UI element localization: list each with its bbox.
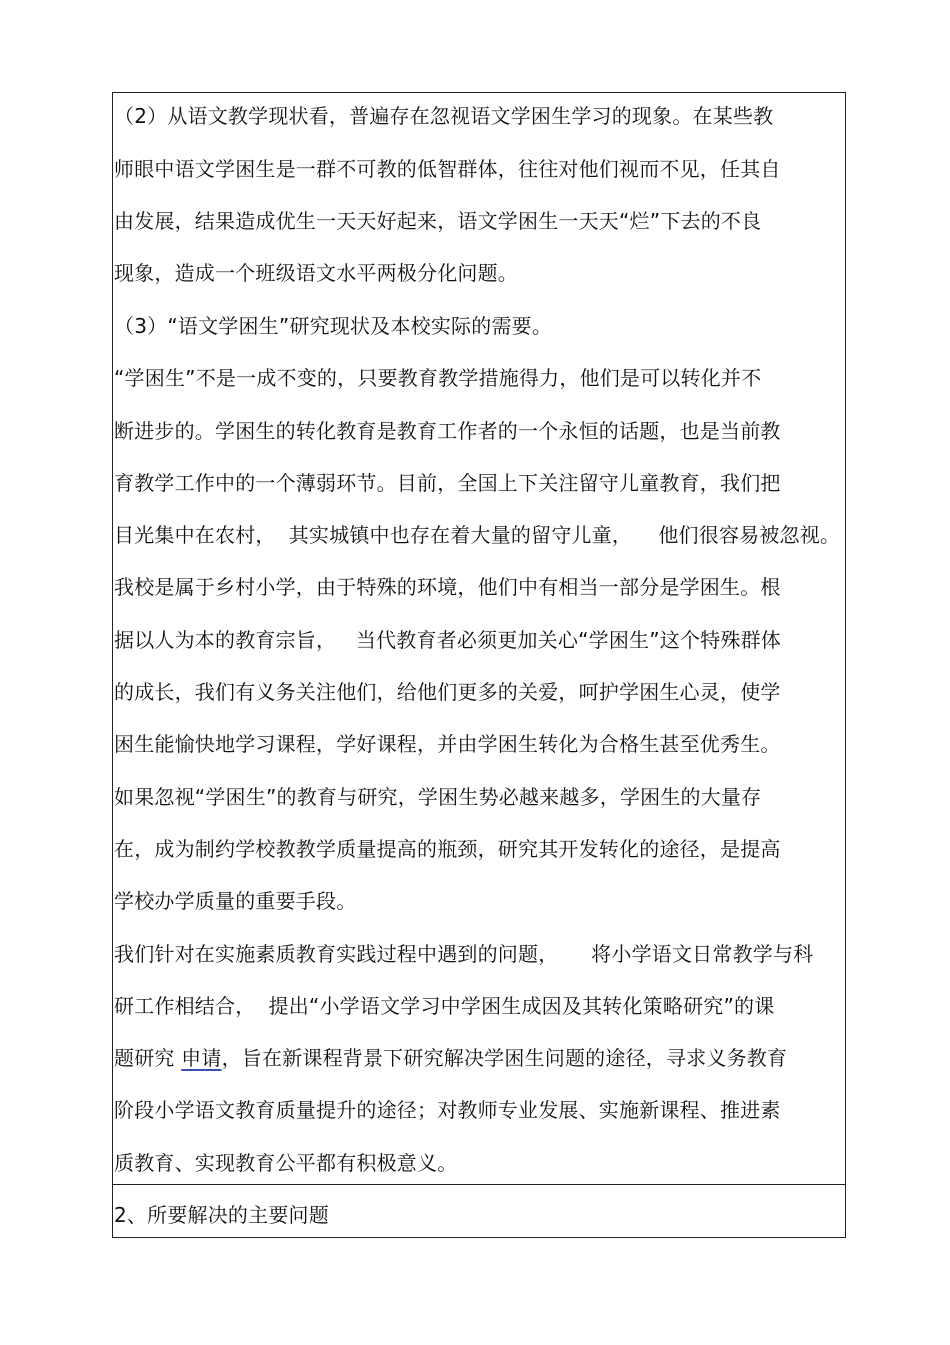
row-divider	[112, 1184, 846, 1185]
paragraph-line: 我校是属于乡村小学，由于特殊的环境，他们中有相当一部分是学困生。根	[114, 575, 781, 599]
paragraph-line: 断进步的。学困生的转化教育是教育工作者的一个永恒的话题，也是当前教	[114, 419, 781, 443]
paragraph-line: 师眼中语文学困生是一群不可教的低智群体，往往对他们视而不见，任其自	[114, 157, 781, 181]
line-suffix: ，旨在新课程背景下研究解决学困生问题的途径，寻求义务教育	[221, 1046, 788, 1070]
paragraph-line: 的成长，我们有义务关注他们，给他们更多的关爱，呵护学困生心灵，使学	[114, 680, 781, 704]
section-heading: 2、所要解决的主要问题	[114, 1203, 329, 1227]
paragraph-line: 现象，造成一个班级语文水平两极分化问题。	[114, 261, 518, 285]
paragraph-line: 据以人为本的教育宗旨， 当代教育者必须更加关心“学困生”这个特殊群体	[114, 628, 781, 652]
paragraph-line: 育教学工作中的一个薄弱环节。目前，全国上下关注留守儿童教育，我们把	[114, 471, 781, 495]
paragraph-line: 阶段小学语文教育质量提升的途径；对教师专业发展、实施新课程、推进素	[114, 1098, 781, 1122]
paragraph-line: （3）“语文学困生”研究现状及本校实际的需要。	[114, 314, 553, 338]
paragraph-line: （2）从语文教学现状看，普遍存在忽视语文学困生学习的现象。在某些教	[114, 104, 774, 128]
apply-link[interactable]: 申请	[181, 1046, 222, 1070]
paragraph-line: 质教育、实现教育公平都有积极意义。	[114, 1151, 458, 1175]
line-prefix: 题研究	[114, 1046, 182, 1070]
paragraph-line: 在，成为制约学校教教学质量提高的瓶颈，研究其开发转化的途径，是提高	[114, 837, 781, 861]
paragraph-line: 研工作相结合， 提出“小学语文学习中学困生成因及其转化策略研究”的课	[114, 994, 775, 1018]
paragraph-line	[114, 1045, 787, 1071]
paragraph-line: 困生能愉快地学习课程，学好课程，并由学困生转化为合格生甚至优秀生。	[114, 732, 781, 756]
paragraph-line: 目光集中在农村， 其实城镇中也存在着大量的留守儿童， 他们很容易被忽视。	[114, 523, 841, 547]
paragraph-line: 如果忽视“学困生”的教育与研究，学困生势必越来越多，学困生的大量存	[114, 785, 762, 809]
paragraph-line: 由发展，结果造成优生一天天好起来，语文学困生一天天“烂”下去的不良	[114, 209, 762, 233]
paragraph-line: 我们针对在实施素质教育实践过程中遇到的问题， 将小学语文日常教学与科	[114, 942, 814, 966]
paragraph-line: “学困生”不是一成不变的，只要教育教学措施得力，他们是可以转化并不	[114, 366, 762, 390]
paragraph-line: 学校办学质量的重要手段。	[114, 889, 357, 913]
